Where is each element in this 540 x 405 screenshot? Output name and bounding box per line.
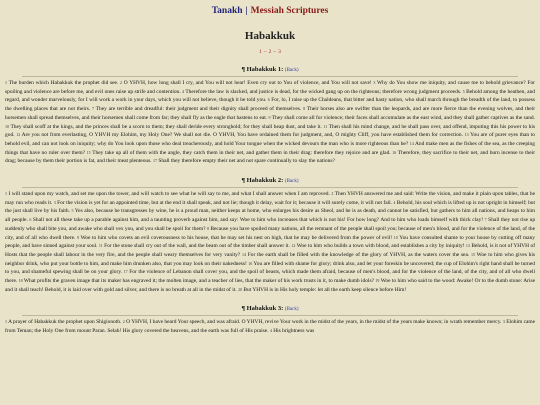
verse-text: But YHVH is in His holy temple: let all the earth keep silence before Him! [243,286,407,293]
chapter-heading-text: ¶ Habakkuk 2: [241,177,284,185]
verse-text: Therefore the law is slacked, and justice is dead, for the wicked gang up on the righteous; therefore wrong judgment proceeds. [185,88,462,95]
verse-number: 20 [237,286,242,292]
verse-number: 3 [53,199,56,205]
verse-number: 19 [375,278,380,284]
verse-number: 8 [303,106,306,112]
messiah-scriptures-link[interactable]: Messiah Scriptures [250,6,329,16]
verse-number: 11 [98,243,103,249]
verse-number: 2 [331,191,334,197]
verse-number: 4 [269,328,272,334]
chapter-links [0,49,540,55]
verse-number: 12 [16,132,21,138]
verse-number: 2 [120,80,123,85]
verse-number: 13 [465,243,470,249]
chapter-text [0,77,540,166]
verse-number: 7 [92,106,94,112]
verse-text: A prayer of Habakkuk the prophet upon Shigionoth. [8,319,122,326]
verse-number: 11 [323,123,328,129]
tanakh-link[interactable]: Tanakh [211,6,243,16]
chapter-heading [0,66,540,73]
verse-text: They take up all of them with the angle, they catch them in their net, and gather them in their drag: therefore they rejoice and are glad. [92,149,391,156]
verse-text: For the violence of Lebanon shall cover you, and the spoil of beasts, which made them afraid, because of men's blood, and for the violence of the land, of the city, and of all who dwell there. [5,269,536,285]
verse-text: Shall they not rise up suddenly who shall bite you, and awake who shall vex you, and you shall be spoil for them? [5,217,536,232]
verse-number: 16 [248,260,253,266]
verse-number: 9 [268,114,271,120]
verse-text: O YHVH, how long shall I cry, and You will not hear! Even cry out to You of violence, and You will not save! [123,80,372,86]
verse-text: Then shall his mind change, and he shall pass over, and offend, imputing this his power to his god. [5,123,536,139]
verse-number: 1 [5,319,7,325]
verse-number: 4 [182,88,185,94]
verse-number: 18 [18,278,23,284]
verse-number: 14 [241,251,246,257]
chapter-heading [0,177,540,184]
verse-text: His brightness was [273,328,315,335]
verse-number: 13 [464,132,469,138]
verse-text: Behold, his soul which is lifted up is not upright in himself; but the just shall live by his faith. [5,199,536,215]
verse-text: Shall not all these take up a parable against him, and a taunting proverb against him, and say: Woe to him who increases that which is not his! For how long? And to him who loads himself with thick clay! [32,217,484,224]
verse-text: And make men as the fishes of the sea, as the creeping things that have no ruler over them? [5,140,535,156]
verse-number: 16 [392,149,397,155]
verse-number: 6 [267,97,270,103]
verse-text: Then YHVH answered me and said: Write the vision, and make it plain upon tables, that he may run who reads it. [5,191,535,206]
nav-separator: | [245,6,248,16]
chapter-separator: – [263,49,267,55]
verse-text: For the earth shall be filled with the knowledge of the glory of YHVH, as the waters cover the sea. [247,251,470,258]
verse-text: Yes also, because he transgresses by wine, he is a proud man, neither keeps at home, who enlarges his desire as Sheol, and he is as death, and cannot be satisfied, but gathers to him all nations, and heaps to him all people. [5,208,535,224]
verse-number: 17 [123,269,128,275]
verse-text: Woe to him who gives his neighbor drink, who put your bottle to him, and make him drunken also, that you may look on their nakedness! [5,251,536,267]
verse-text: They are terrible and dreadful: their judgment and their dignity shall proceed of themselves. [95,106,302,113]
chapter-link-1[interactable]: 1 [259,49,262,55]
verse-text: You have consulted shame to your house by cutting off many people, and have sinned against your soul. [5,234,536,250]
back-link[interactable]: (Back) [284,307,299,313]
verse-text: The burden which Habakkuk the prophet did see. [8,80,119,86]
verse-text: Behold, is it not of YHVH of Hosts that the people shall labour in the very fire, and the people shall weary themselves for very vanity? [5,243,536,258]
site-nav [0,0,540,22]
back-link[interactable]: (Back) [284,68,299,73]
verse-text: Why do You show me iniquity, and cause me to behold grievance? For spoiling and violence are before me, and evil ones raise up strife and contention. [5,80,535,95]
verse-number: 10 [393,234,398,240]
verse-text: I will stand upon my watch, and set me upon the tower, and will watch to see what he will say to me, and what I shall answer when I am reproved. [8,191,330,198]
verse-number: 5 [71,208,74,214]
verse-text: Woe to him who said to the wood: Awake! Or to the dumb stone: Arise and it shall teach! Behold, it is laid over with gold and silver, and there is no breath at all in the midst of it. [5,278,536,293]
verse-text: You are filled with shame for glory; drink also, and let your foreskin be uncovered; the cup of Elohim's right hand shall be turned to you, and shameful spewing shall be on your glory. [5,260,535,276]
verse-text: Woe to him who builds a town with blood, and establishes a city by iniquity! [296,243,465,250]
verse-number: 1 [5,80,7,85]
verse-number: 5 [462,88,465,94]
chapter-heading [0,305,540,312]
verse-text: Shall they therefore empty their net and not spare continually to slay the nations? [158,158,335,165]
verse-number: 3 [373,80,376,85]
verse-text: Behold among the heathen, and regard, and wonder marvelously, for I will work a work in your days, which you will not believe, though it be told you. [5,88,536,104]
verse-number: 14 [409,140,414,146]
chapter-link-2[interactable]: 2 [268,49,272,55]
chapter-text [0,316,540,335]
chapters-container [0,66,540,336]
chapter-link-3[interactable]: 3 [278,49,281,55]
verse-text: They shall come all for violence; their faces shall accumulate as the east wind, and they shall gather captives as the sand. [271,114,535,121]
chapter-heading-text: ¶ Habakkuk 3: [241,305,284,313]
verse-text: They shall scoff at the kings, and the princes shall be a scorn to them; they shall deride every stronghold; for they shall heap dust, and take it. [10,123,322,130]
verse-text: Woe to him who covets an evil covetousness to his house, that he may set his nest on high, that he may be delivered from the power of evil! [80,234,393,241]
chapter-heading-text: ¶ Habakkuk 1: [241,66,284,73]
verse-text: For, lo, I raise up the Chaldeans, that bitter and hasty nation, who shall march through the breadth of the land, to possess the dwelling places that are not theirs. [5,97,536,113]
verse-text: Because you have spoiled many nations, all the remnant of the people shall spoil you; because of men's blood, and for the violence of the land, of the city, and of all who dwell there. [5,225,535,241]
verse-number: 3 [502,319,505,325]
verse-number: 7 [484,217,487,223]
verse-text: Therefore, they sacrifice to their net, and burn incense to their drag; because by them their portion is fat, and their meat plenteous. [5,149,536,165]
verse-text: Are you not from everlasting, O YHVH my Elohim, my Holy One? We shall not die. O YHVH, You have ordained them for judgment, and, O mighty Cliff, you have established them for correction. [21,132,463,139]
verse-number: 9 [77,234,80,240]
verse-text: What profits the graven image that its maker has engraved it; the molten image, and a teacher of lies, that the maker of his work trusts in it, to make dumb idols? [23,278,375,285]
book-title: Habakkuk [244,30,296,42]
verse-number: 12 [291,243,296,249]
verse-number: 15 [86,149,91,155]
verse-text: Elohim came from Teman; the Holy One from mount Paran. Selah! His glory covered the heavens, and the earth was full of His praise. [5,319,536,335]
verse-number: 15 [471,251,475,257]
verse-number: 2 [122,319,125,325]
verse-number: 8 [206,225,209,231]
verse-text: You are of purer eyes than to behold evil, and can not look on iniquity; why do You look upon those who deal treacherously, and hold Your tongue when the wicked devours the man who is more righteous than he? [5,132,536,147]
verse-text: O YHVH, I have heard Your speech, and was afraid. O YHVH, revive Your work in the midst of the years, in the midst of the years make known; in wrath remember mercy. [126,319,502,326]
verse-number: 4 [393,199,396,205]
verse-number: 10 [5,123,9,129]
verse-text: For the vision is yet for an appointed time, but at the end it shall speak, and not lie; though it delay, wait for it; because it will surely come, it will not fail. [57,199,393,206]
chapter-text [0,188,540,294]
verse-number: 17 [152,158,157,164]
verse-number: 1 [5,191,7,197]
verse-text: Their horses also are swifter than the leopards, and are more fierce than the evening wolves, and their horsemen shall spread themselves, and their horsemen shall come from far; they shall fly as the eagle that hastens to eat. [5,106,536,121]
chapter-separator: – [273,49,277,55]
verse-number: 6 [29,217,32,223]
verse-text: For the stone shall cry out of the wall, and the beam out of the timber shall answer it. [104,243,290,250]
back-link[interactable]: (Back) [284,179,299,185]
